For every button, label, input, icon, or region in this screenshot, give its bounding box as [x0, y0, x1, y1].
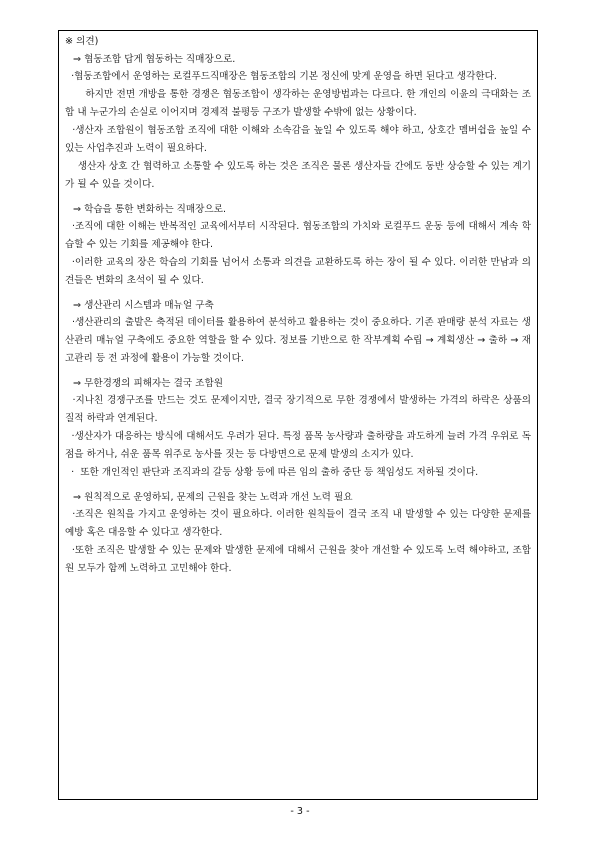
document-frame — [58, 30, 538, 800]
section — [65, 376, 535, 482]
paragraph: ·생산관리의 출발은 축적된 데이터를 활용하여 분석하고 활용하는 것이 중요하다. 기존 판매량 분석 자료는 생산관리 매뉴얼 구축에도 중요한 역할을 할 수 있다. 정보를 기반으로 한 작부계획 수립 → 계획생산 → 출하 → 재고관리 등 전 과정에 활용이 가능할 것이다. — [65, 317, 531, 364]
section-title: ⇒ 협동조합 답게 협동하는 직매장으로. — [73, 54, 236, 65]
section-title: ⇒ 생산관리 시스템과 매뉴얼 구축 — [73, 300, 214, 311]
paragraph: ·조직은 원칙을 가지고 운영하는 것이 필요하다. 이러한 원칙들이 결국 조직 내 발생할 수 있는 다양한 문제를 예방 혹은 대응할 수 있다고 생각한다. — [65, 509, 535, 538]
sections-container — [65, 52, 535, 578]
section-title: ⇒ 무한경쟁의 피해자는 결국 조합원 — [73, 378, 223, 389]
paragraph: ·생산자 조합원이 협동조합 조직에 대한 이해와 소속감을 높일 수 있도록 해야 하고, 상호간 멤버쉽을 높일 수 있는 사업추진과 노력이 필요하다. — [65, 125, 535, 154]
paragraph: ·조직에 대한 이해는 반복적인 교육에서부터 시작된다. 협동조합의 가치와 로컬푸드 운동 등에 대해서 계속 학습할 수 있는 기회를 제공해야 한다. — [65, 221, 531, 250]
paragraph: ·이러한 교육의 장은 학습의 기회를 넘어서 소통과 의견을 교환하도록 하는 장이 될 수 있다. 이러한 만남과 의견들은 변화의 초석이 될 수 있다. — [65, 257, 531, 286]
section — [65, 52, 535, 194]
opinion-header: ※ 의견) — [65, 36, 99, 47]
section-title: ⇒ 원칙적으로 운영하되, 문제의 근원을 찾는 노력과 개선 노력 필요 — [73, 492, 353, 503]
paragraph: ·지나친 경쟁구조를 만드는 것도 문제이지만, 결국 장기적으로 무한 경쟁에서 발생하는 가격의 하락은 상품의 질적 하락과 연계된다. — [65, 395, 535, 424]
section — [65, 202, 531, 290]
section-title: ⇒ 학습을 통한 변화하는 직매장으로. — [73, 204, 227, 215]
paragraph: · 또한 개인적인 판단과 조직과의 갈등 상황 등에 따른 임의 출하 중단 등 책임성도 저하될 것이다. — [65, 467, 479, 478]
paragraph: 하지만 전면 개방을 통한 경쟁은 협동조합이 생각하는 운영방법과는 다르다. 한 개인의 이윤의 극대화는 조합 내 누군가의 손실로 이어지며 경제적 불평등 구조가 발생할 수밖에 없는 상황이다. — [65, 89, 531, 118]
paragraph: ·또한 조직은 발생할 수 있는 문제와 발생한 문제에 대해서 근원을 찾아 개선할 수 있도록 노력 해야하고, 조합원 모두가 함께 노력하고 고민해야 한다. — [65, 545, 531, 574]
section — [65, 490, 535, 578]
section — [65, 298, 531, 368]
paragraph: 생산자 상호 간 협력하고 소통할 수 있도록 하는 것은 조직은 물론 생산자들 간에도 동반 상승할 수 있는 계기가 될 수 있을 것이다. — [65, 161, 531, 190]
paragraph: ·협동조합에서 운영하는 로컬푸드직매장은 협동조합의 기본 정신에 맞게 운영을 하면 된다고 생각한다. — [65, 71, 497, 82]
paragraph: ·생산자가 대응하는 방식에 대해서도 우려가 된다. 특정 품목 농사량과 출하량을 과도하게 늘려 가격 우위로 독점을 하거나, 쉬운 품목 위주로 농사를 짓는 등 다방면으로 문제 발생의 소지가 있다. — [65, 431, 531, 460]
page-number: - 3 - — [290, 806, 310, 817]
